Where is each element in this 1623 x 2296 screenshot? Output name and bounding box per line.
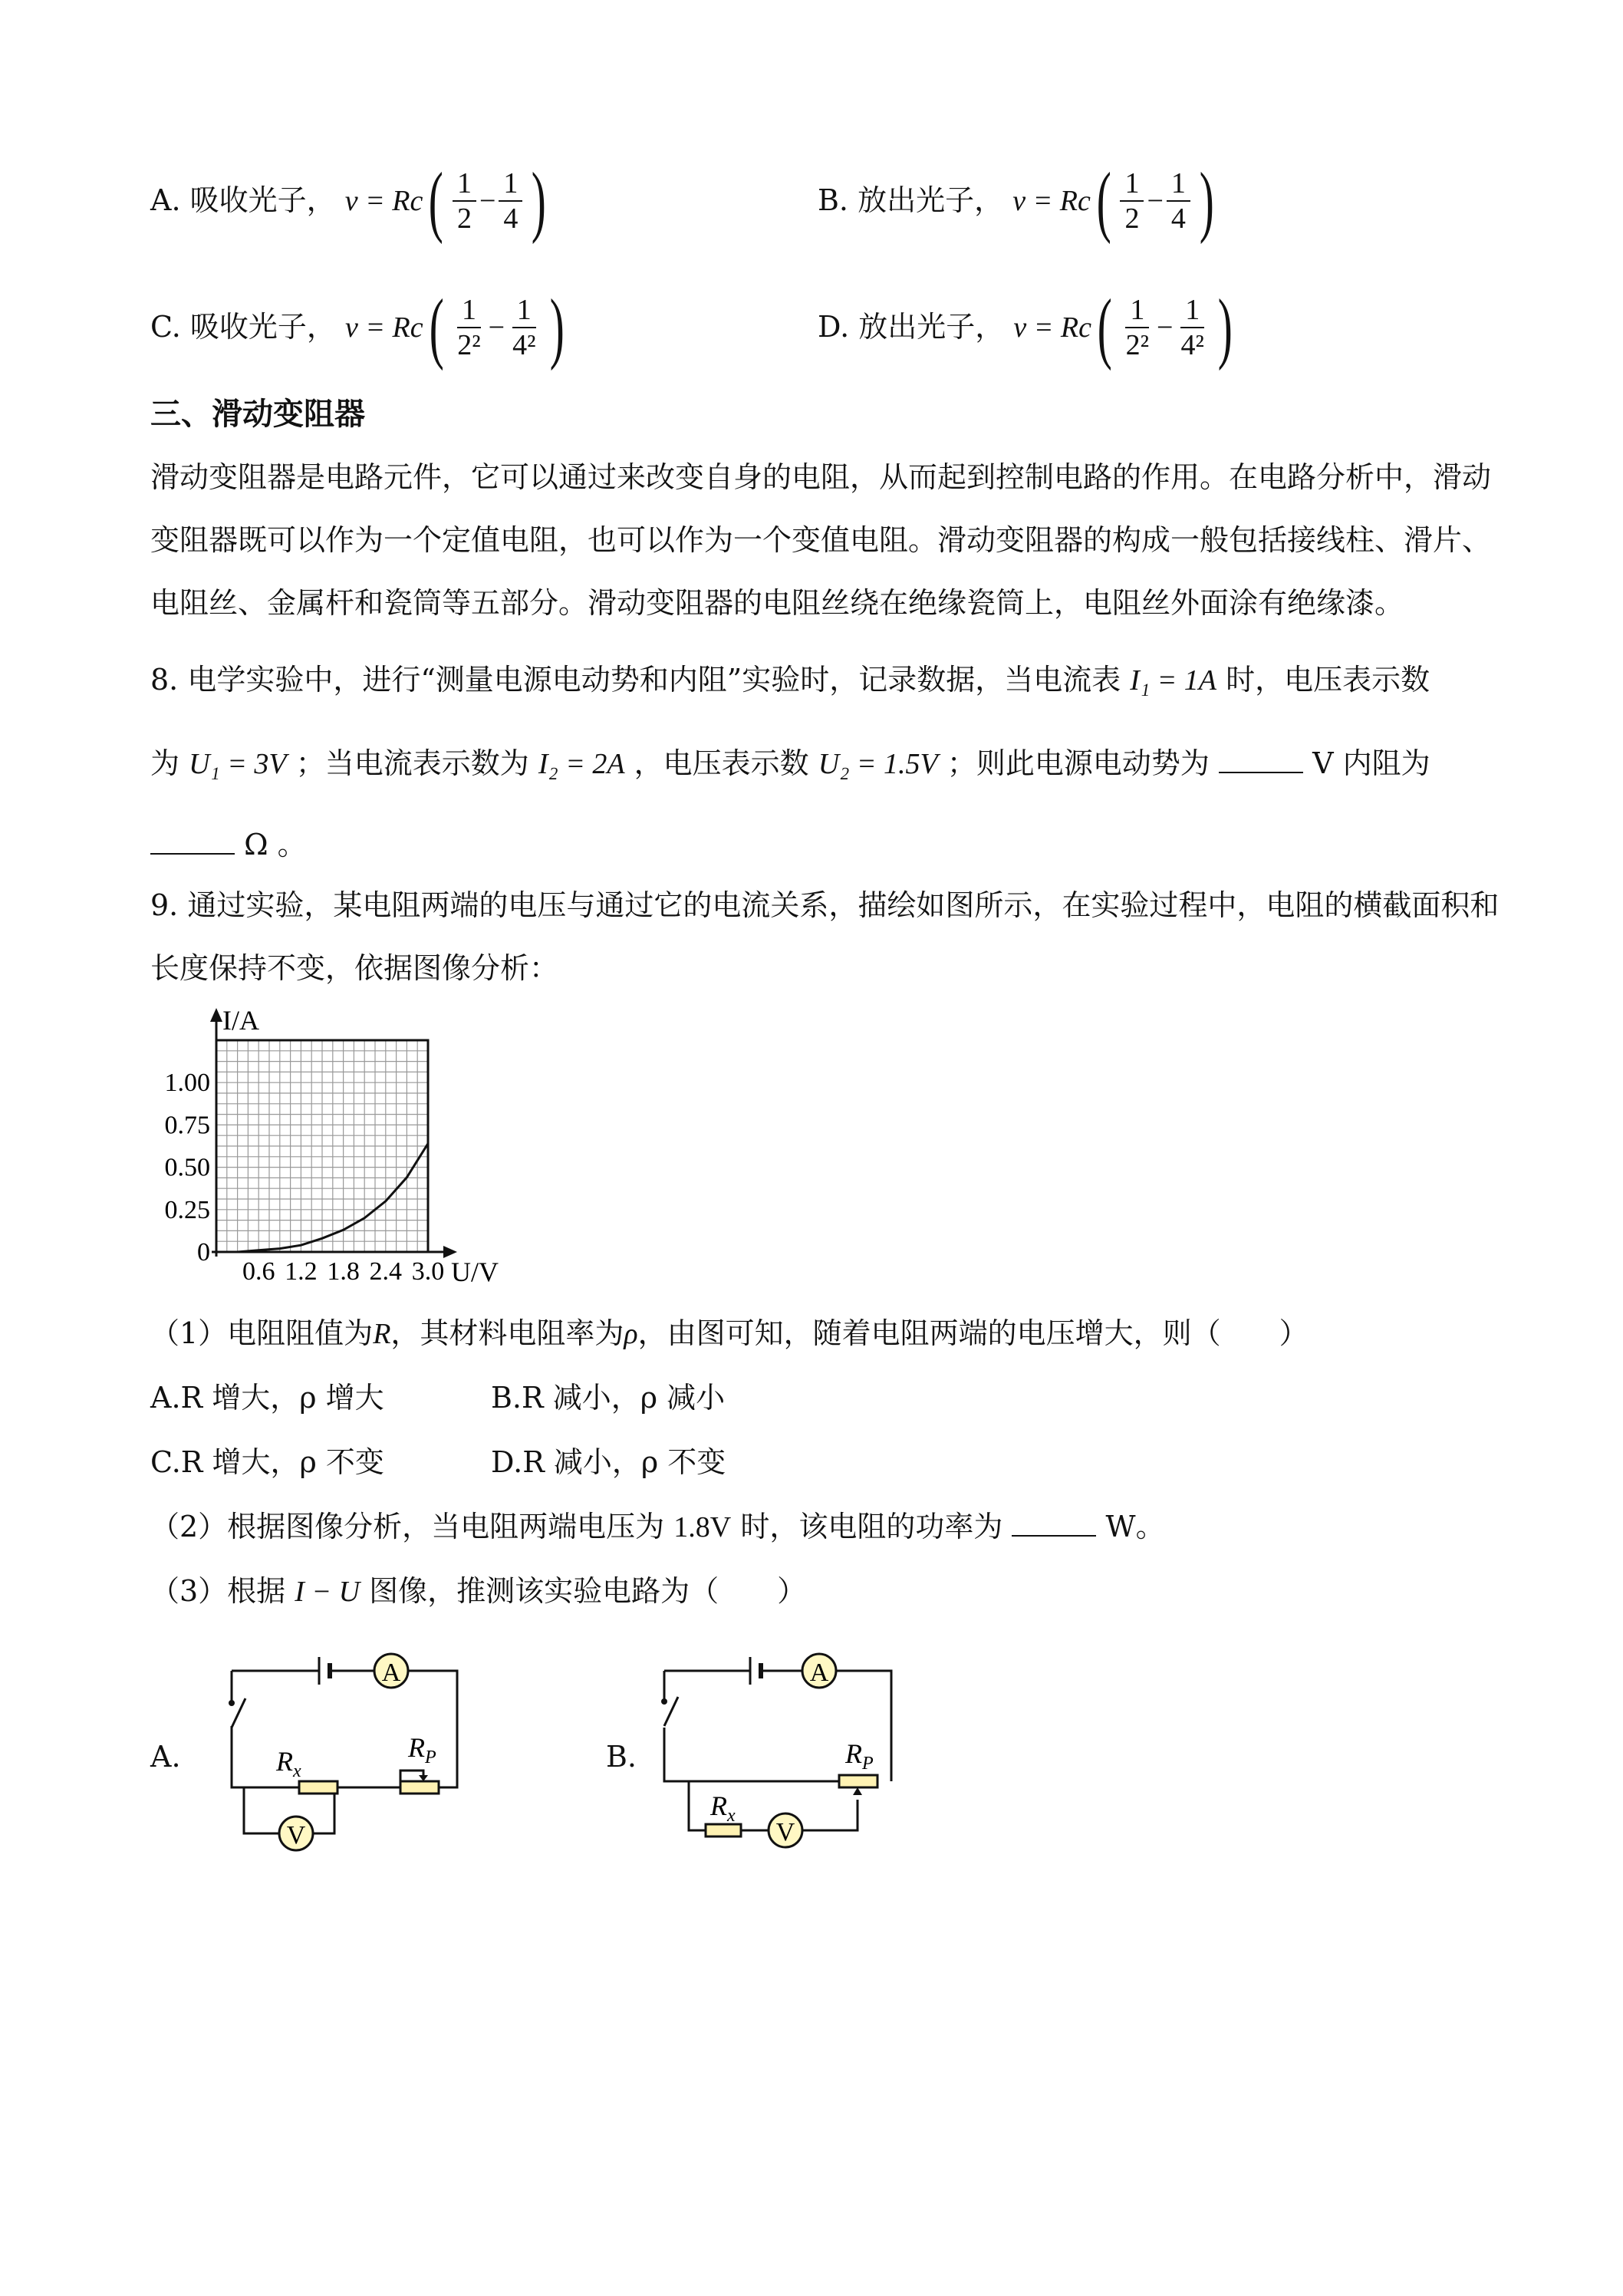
voltage-value: 1.8V	[673, 1511, 732, 1543]
q9-text: 时，该电阻的功率为	[740, 1510, 1003, 1543]
emf-answer-blank[interactable]	[1219, 772, 1303, 773]
q7-option-a[interactable]	[150, 156, 552, 245]
rx-resistor	[706, 1824, 741, 1836]
q9-text: （3）根据	[150, 1574, 286, 1608]
y-tick-label: 0.50	[164, 1153, 210, 1182]
left-paren: (	[429, 156, 444, 245]
circuit-a-diagram[interactable]	[207, 1634, 483, 1856]
q8-current-1: I₁ = 1A	[1130, 664, 1217, 697]
fraction-1	[453, 293, 485, 362]
q9-text: 图像，推测该实验电路为（ ）	[369, 1574, 807, 1608]
section-paragraph-line: 滑动变阻器是电路元件，它可以通过来改变自身的电阻，从而起到控制电路的作用。在电路分析中，滑动	[150, 460, 1492, 494]
q9-sub3	[150, 1570, 806, 1613]
numerator: 1	[1125, 293, 1149, 328]
q9-text: （2）根据图像分析，当电阻两端电压为	[150, 1510, 665, 1543]
denominator: 2	[1124, 203, 1140, 235]
rx-subscript: x	[727, 1806, 736, 1826]
numerator: 1	[1180, 293, 1204, 328]
rx-label	[275, 1746, 301, 1781]
q9-option-c[interactable]: C.R 增大，ρ 不变	[150, 1445, 384, 1479]
fraction-2	[508, 293, 540, 362]
symbol-rho: ρ	[624, 1318, 638, 1350]
q9-text: ，由图可知，随着电阻两端的电压增大，则（ ）	[637, 1316, 1309, 1350]
formula-lhs: ν = Rc	[1013, 311, 1091, 344]
q9-option-b[interactable]: B.R 减小，ρ 减小	[491, 1381, 726, 1415]
rx-symbol: R	[276, 1746, 293, 1777]
option-text: 吸收光子，	[189, 310, 336, 344]
numerator: 1	[1120, 166, 1144, 202]
q9-sub1	[150, 1312, 1309, 1356]
fraction-2	[1176, 293, 1208, 362]
iu-symbol: I − U	[295, 1576, 360, 1608]
resistance-answer-blank[interactable]	[150, 853, 235, 855]
right-paren: )	[1217, 283, 1233, 371]
q9-line2: 长度保持不变，依据图像分析：	[150, 951, 559, 985]
right-paren: )	[1199, 156, 1214, 245]
section-title: 三、滑动变阻器	[150, 396, 365, 432]
numerator: 1	[453, 166, 476, 202]
left-paren: (	[1096, 156, 1111, 245]
option-formula	[345, 283, 570, 371]
numerator: 1	[1167, 166, 1190, 202]
section-paragraph-line: 变阻器既可以作为一个定值电阻，也可以作为一个变值电阻。滑动变阻器的构成一般包括接线柱、滑片、	[150, 523, 1492, 557]
denominator: 4²	[512, 329, 536, 361]
option-formula	[344, 156, 552, 245]
symbol-r: R	[373, 1318, 391, 1350]
q8-text: Ω 。	[244, 828, 307, 861]
option-label: A.	[150, 183, 181, 217]
rp-subscript: P	[425, 1748, 436, 1767]
left-paren: (	[1097, 283, 1112, 371]
y-tick-label: 0.75	[164, 1111, 210, 1140]
rp-rheostat	[839, 1775, 877, 1787]
ammeter-label: A	[381, 1659, 401, 1687]
option-formula	[1013, 283, 1238, 371]
minus-sign: −	[488, 311, 505, 344]
q8-text: ；当电流表示数为	[295, 746, 529, 780]
x-tick-label: 2.4	[369, 1257, 403, 1286]
rp-label	[844, 1738, 874, 1774]
q7-option-b[interactable]	[818, 156, 1220, 245]
chart-tick-labels	[165, 1069, 445, 1286]
fraction-2	[1167, 166, 1190, 236]
denominator: 2²	[457, 329, 481, 361]
x-tick-label: 1.2	[285, 1257, 318, 1286]
rp-subscript: P	[862, 1754, 874, 1774]
y-tick-label: 0	[197, 1238, 210, 1267]
numerator: 1	[512, 293, 536, 328]
q9-line1: 9. 通过实验，某电阻两端的电压与通过它的电流关系，描绘如图所示，在实验过程中，电阻的横截面积和	[150, 888, 1500, 922]
q8-text: 8. 电学实验中，进行“测量电源电动势和内阻”实验时，记录数据，当电流表	[150, 663, 1121, 697]
formula-lhs: ν = Rc	[344, 185, 423, 217]
right-paren: )	[532, 156, 547, 245]
rx-subscript: x	[293, 1761, 301, 1781]
q9-option-a[interactable]: A.R 增大，ρ 增大	[150, 1381, 384, 1415]
section-paragraph-line: 电阻丝、金属杆和瓷筒等五部分。滑动变阻器的电阻丝绕在绝缘瓷筒上，电阻丝外面涂有绝缘漆。	[150, 586, 1404, 620]
q7-option-d[interactable]	[818, 283, 1239, 371]
fraction-1	[1120, 166, 1144, 236]
rx-symbol: R	[710, 1790, 727, 1821]
q9-option-d[interactable]: D.R 减小，ρ 不变	[491, 1445, 726, 1479]
rx-label	[709, 1790, 736, 1826]
fraction-1	[1121, 293, 1154, 362]
denominator: 4	[503, 203, 519, 235]
x-tick-label: 1.8	[327, 1257, 360, 1286]
q9-text: W。	[1105, 1510, 1165, 1543]
q8-line2	[150, 742, 1430, 786]
rx-resistor	[299, 1781, 337, 1794]
q9-text: ，其材料电阻率为	[390, 1316, 624, 1350]
power-answer-blank[interactable]	[1012, 1535, 1096, 1537]
q8-text: ；则此电源电动势为	[946, 746, 1210, 780]
q8-text: ，电压表示数	[634, 746, 809, 780]
q8-text: 时，电压表示数	[1226, 663, 1430, 697]
y-tick-label: 1.00	[164, 1069, 210, 1098]
fraction-2	[499, 166, 522, 236]
q8-current-2: I₂ = 2A	[538, 748, 625, 780]
minus-sign: −	[479, 185, 496, 217]
switch-pivot	[661, 1698, 667, 1705]
rp-label	[407, 1732, 436, 1767]
q9-sub2	[150, 1505, 1165, 1549]
q8-line3	[150, 823, 307, 866]
q7-option-c[interactable]	[150, 283, 570, 371]
q8-voltage-2: U₂ = 1.5V	[818, 748, 938, 780]
rp-symbol: R	[408, 1732, 425, 1763]
switch-pivot	[229, 1700, 235, 1706]
y-axis-arrow-icon	[210, 1008, 222, 1022]
x-tick-label: 0.6	[242, 1257, 275, 1286]
denominator: 4	[1170, 203, 1186, 235]
q8-voltage-1: U₁ = 3V	[189, 748, 287, 780]
option-text: 放出光子，	[858, 183, 1004, 217]
left-paren: (	[429, 283, 444, 371]
voltmeter-label: V	[286, 1821, 306, 1850]
q8-line1	[150, 658, 1430, 702]
circuit-a-label[interactable]: A.	[150, 1740, 181, 1774]
minus-sign: −	[1157, 311, 1174, 344]
voltmeter-label: V	[775, 1818, 795, 1846]
circuit-b-label[interactable]: B.	[606, 1740, 637, 1774]
option-label: D.	[818, 310, 850, 344]
circuit-b-diagram[interactable]	[652, 1634, 913, 1864]
denominator: 2²	[1125, 329, 1150, 361]
chart-grid	[216, 1040, 428, 1252]
iu-chart	[146, 997, 514, 1289]
q9-text: （1）电阻阻值为	[150, 1316, 374, 1350]
option-label: C.	[150, 310, 181, 344]
rp-rheostat	[400, 1781, 439, 1794]
q8-text: V 内阻为	[1312, 746, 1430, 780]
x-tick-label: 3.0	[411, 1257, 445, 1286]
numerator: 1	[499, 166, 522, 202]
minus-sign: −	[1147, 185, 1164, 217]
denominator: 4²	[1180, 329, 1204, 361]
chart-x-label: U/V	[451, 1257, 499, 1287]
rp-symbol: R	[845, 1738, 862, 1769]
option-label: B.	[818, 183, 849, 217]
option-text: 放出光子，	[858, 310, 1005, 344]
option-formula	[1012, 156, 1220, 245]
formula-lhs: ν = Rc	[345, 311, 423, 344]
right-paren: )	[549, 283, 565, 371]
formula-lhs: ν = Rc	[1012, 185, 1091, 217]
chart-y-label: I/A	[222, 1005, 259, 1036]
denominator: 2	[456, 203, 472, 235]
numerator: 1	[457, 293, 481, 328]
fraction-1	[453, 166, 476, 236]
q8-text: 为	[150, 746, 180, 780]
ammeter-label: A	[809, 1659, 829, 1687]
y-tick-label: 0.25	[164, 1195, 210, 1224]
option-text: 吸收光子，	[189, 183, 336, 217]
